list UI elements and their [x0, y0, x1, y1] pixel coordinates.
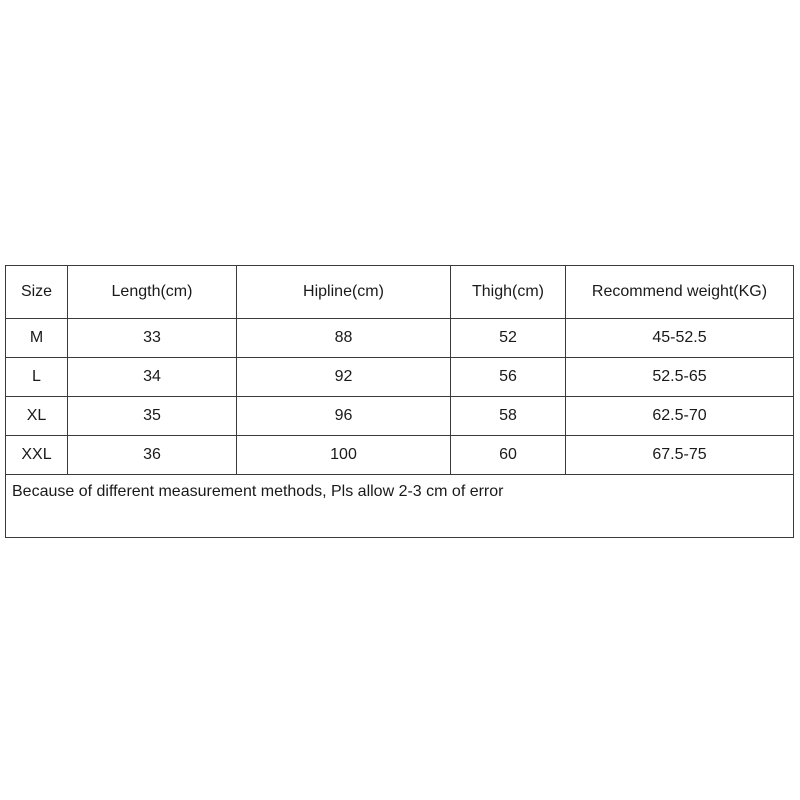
cell-weight: 52.5-65 — [566, 358, 794, 397]
size-chart-table — [5, 265, 794, 538]
header-hipline: Hipline(cm) — [237, 266, 451, 319]
cell-weight: 67.5-75 — [566, 436, 794, 475]
cell-hipline: 88 — [237, 319, 451, 358]
cell-weight: 45-52.5 — [566, 319, 794, 358]
cell-thigh: 60 — [451, 436, 566, 475]
cell-size: L — [6, 358, 68, 397]
cell-length: 35 — [68, 397, 237, 436]
header-recommend-weight: Recommend weight(KG) — [566, 266, 794, 319]
table-header-row — [6, 266, 794, 319]
cell-size: XXL — [6, 436, 68, 475]
table-row — [6, 397, 794, 436]
cell-hipline: 92 — [237, 358, 451, 397]
cell-thigh: 56 — [451, 358, 566, 397]
table-row — [6, 319, 794, 358]
header-thigh: Thigh(cm) — [451, 266, 566, 319]
cell-hipline: 100 — [237, 436, 451, 475]
cell-hipline: 96 — [237, 397, 451, 436]
cell-size: XL — [6, 397, 68, 436]
cell-length: 34 — [68, 358, 237, 397]
cell-thigh: 52 — [451, 319, 566, 358]
cell-length: 36 — [68, 436, 237, 475]
cell-size: M — [6, 319, 68, 358]
header-length: Length(cm) — [68, 266, 237, 319]
cell-weight: 62.5-70 — [566, 397, 794, 436]
header-size: Size — [6, 266, 68, 319]
table-row — [6, 358, 794, 397]
table-row — [6, 436, 794, 475]
measurement-note: Because of different measurement methods, Pls allow 2-3 cm of error — [6, 475, 794, 538]
cell-length: 33 — [68, 319, 237, 358]
table-note-row — [6, 475, 794, 538]
cell-thigh: 58 — [451, 397, 566, 436]
